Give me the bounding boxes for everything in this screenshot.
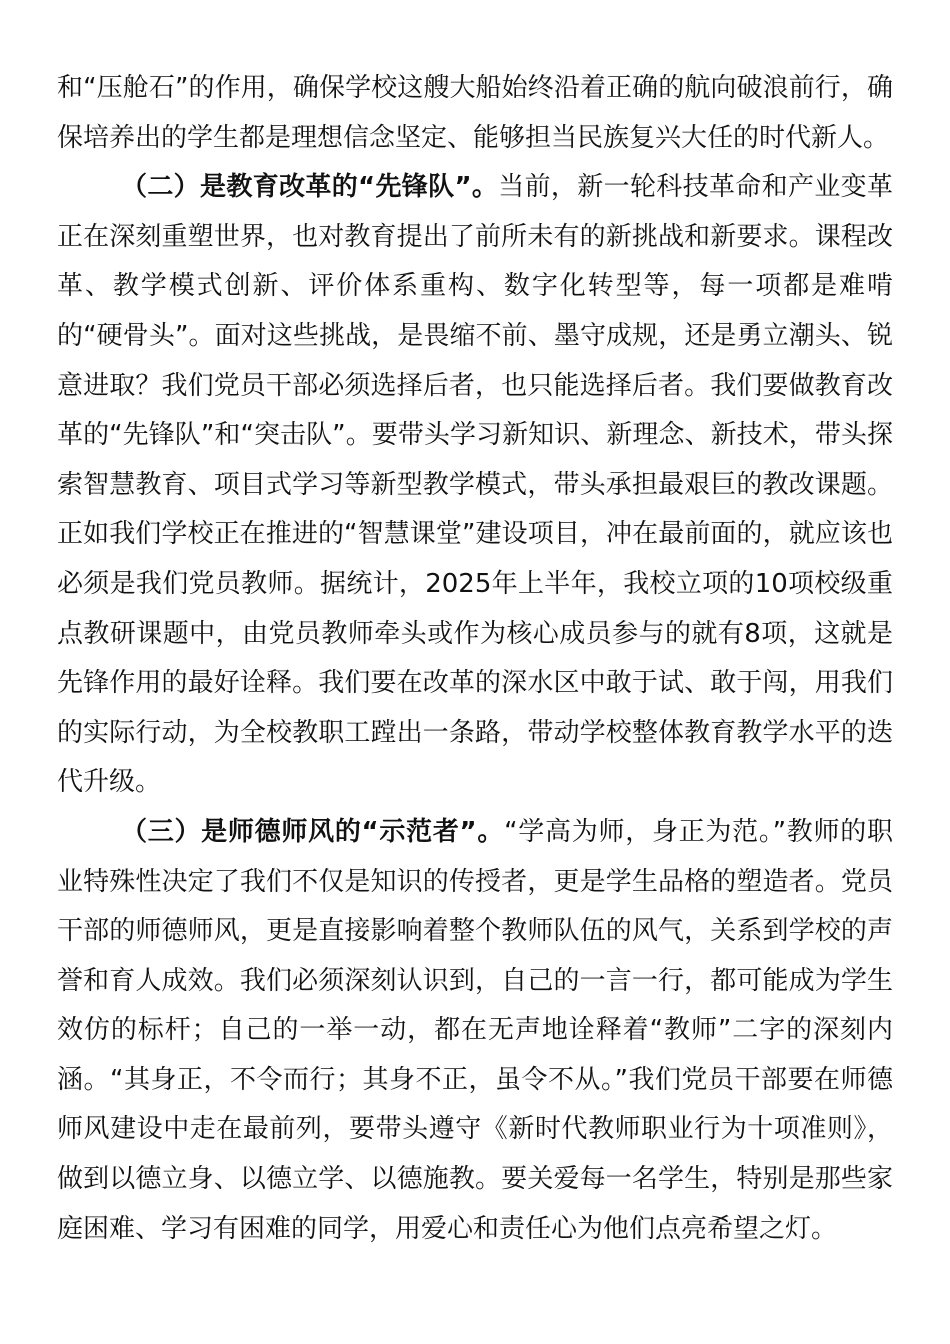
paragraph-continuation bbox=[57, 64, 893, 163]
paragraph-teacher-ethics bbox=[57, 808, 893, 1254]
paragraph-education-reform bbox=[57, 163, 893, 808]
paragraph-text: “学高为师，身正为范。”教师的职业特殊性决定了我们不仅是知识的传授者，更是学生品格的塑造者。党员干部的师德师风，更是直接影响着整个教师队伍的风气，关系到学校的声誉和育人成效。我们必须深刻认识到，自己的一言一行，都可能成为学生效仿的标杆；自己的一举一动，都在无声地诠释着“教师”二字的深刻内涵。“其身正，不令而行；其身不正，虽令不从。”我们党员干部要在师德师风建设中走在最前列，要带头遵守《新时代教师职业行为十项准则》，做到以德立身、以德立学、以德施教。要关爱每一名学生，特别是那些家庭困难、学习有困难的同学，用爱心和责任心为他们点亮希望之灯。 bbox=[57, 816, 893, 1244]
section-heading-teacher-ethics: （三）是师德师风的“示范者”。 bbox=[121, 816, 505, 847]
document-body bbox=[57, 64, 893, 1254]
paragraph-text: 当前，新一轮科技革命和产业变革正在深刻重塑世界，也对教育提出了前所未有的新挑战和新要求。课程改革、教学模式创新、评价体系重构、数字化转型等，每一项都是难啃的“硬骨头”。面对这些挑战，是畏缩不前、墨守成规，还是勇立潮头、锐意进取？我们党员干部必须选择后者，也只能选择后者。我们要做教育改革的“先锋队”和“突击队”。要带头学习新知识、新理念、新技术，带头探索智慧教育、项目式学习等新型教学模式，带头承担最艰巨的教改课题。正如我们学校正在推进的“智慧课堂”建设项目，冲在最前面的，就应该也必须是我们党员教师。据统计，2025年上半年，我校立项的10项校级重点教研课题中，由党员教师牵头或作为核心成员参与的就有8项，这就是先锋作用的最好诠释。我们要在改革的深水区中敢于试、敢于闯，用我们的实际行动，为全校教职工蹚出一条路，带动学校整体教育教学水平的迭代升级。 bbox=[57, 172, 893, 798]
section-heading-education-reform: （二）是教育改革的“先锋队”。 bbox=[121, 172, 499, 203]
paragraph-text: 和“压舱石”的作用，确保学校这艘大船始终沿着正确的航向破浪前行，确保培养出的学生都是理想信念坚定、能够担当民族复兴大任的时代新人。 bbox=[57, 73, 893, 153]
